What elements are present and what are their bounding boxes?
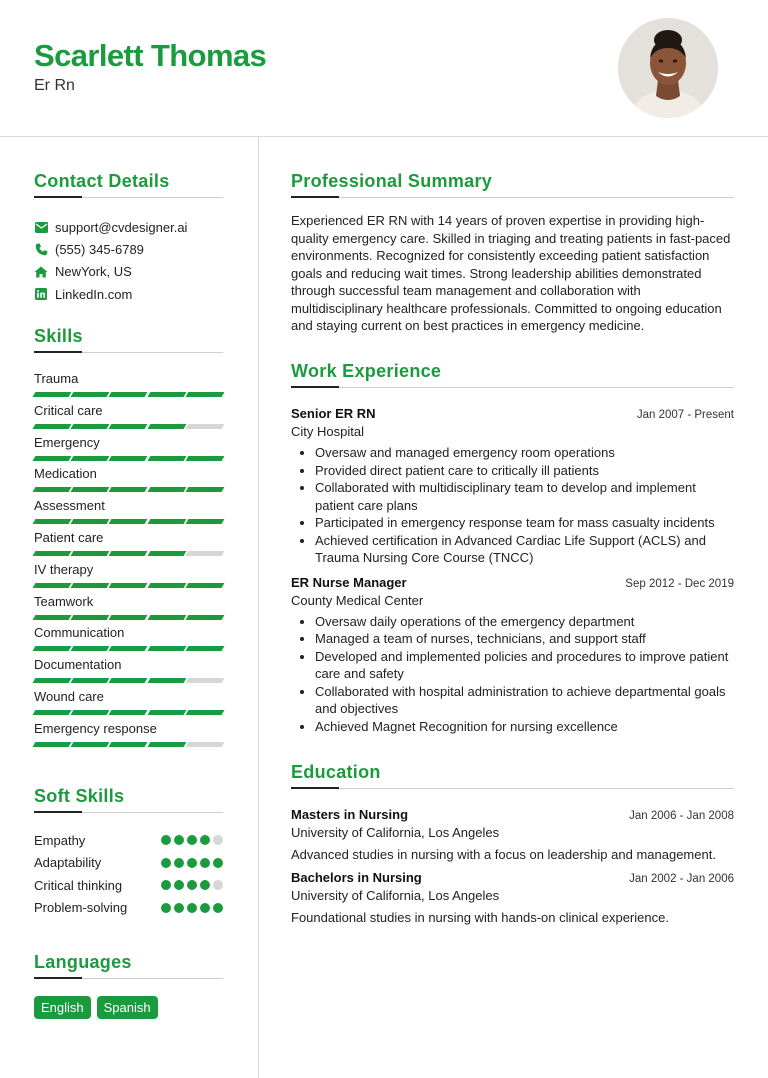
section-rule: [34, 978, 223, 979]
skill-level-segment: [33, 583, 72, 588]
skill-level-segment: [147, 646, 186, 651]
rating-dot: [187, 903, 197, 913]
rating-dot: [187, 880, 197, 890]
rating-dot: [161, 903, 171, 913]
rating-dot: [161, 858, 171, 868]
job-header: [291, 575, 734, 590]
experience-section: [291, 361, 734, 735]
skill-level-segment: [33, 742, 72, 747]
skill-level-segment: [71, 456, 110, 461]
skill-level-segment: [147, 424, 186, 429]
skill-label: Documentation: [34, 657, 122, 673]
rating-dot: [200, 858, 210, 868]
soft-skill-item: [34, 874, 223, 897]
skill-level-segment: [185, 392, 224, 397]
language-badge: Spanish: [97, 996, 158, 1019]
job-bullets: [291, 444, 734, 567]
contact-section: [34, 171, 223, 305]
skill-level-bar: [34, 424, 223, 429]
skill-item: [34, 530, 223, 562]
job-bullet: • Achieved certification in Advanced Cardiac Life Support (ACLS) and Trauma Nursing Core Course (TNCC): [315, 532, 734, 567]
education-heading: Education: [291, 762, 381, 782]
skill-level-segment: [33, 615, 72, 620]
jobs-list: [291, 406, 734, 735]
rating-dot: [213, 903, 223, 913]
skill-level-segment: [71, 742, 110, 747]
education-header: [291, 870, 734, 885]
skill-label: Emergency: [34, 434, 100, 450]
soft-skill-rating: [161, 880, 223, 890]
school-name: University of California, Los Angeles: [291, 888, 500, 903]
skill-level-segment: [147, 615, 186, 620]
soft-skill-label: Critical thinking: [34, 877, 123, 893]
degree-title: Bachelors in Nursing: [291, 870, 422, 885]
job-bullet: • Managed a team of nurses, technicians, and support staff: [315, 630, 734, 648]
skill-level-segment: [147, 710, 186, 715]
column-divider: [258, 137, 259, 1078]
education-entry: [291, 870, 734, 925]
education-header: [291, 807, 734, 822]
education-date: Jan 2002 - Jan 2006: [629, 873, 734, 885]
skill-level-segment: [185, 742, 224, 747]
soft-skill-rating: [161, 903, 223, 913]
skill-level-bar: [34, 646, 223, 651]
skill-label: IV therapy: [34, 561, 94, 577]
skill-level-bar: [34, 551, 223, 556]
skill-level-segment: [71, 615, 110, 620]
skill-level-segment: [109, 519, 148, 524]
rating-dot: [200, 835, 210, 845]
skill-level-bar: [34, 678, 223, 683]
skill-item: [34, 371, 223, 403]
job-bullet: • Provided direct patient care to critically ill patients: [315, 462, 734, 480]
contact-text: LinkedIn.com: [55, 286, 133, 302]
skills-heading: Skills: [34, 326, 83, 346]
skill-level-segment: [109, 646, 148, 651]
skill-label: Trauma: [34, 371, 79, 386]
soft-skills-list: [34, 829, 223, 919]
skill-level-segment: [33, 487, 72, 492]
skill-level-segment: [109, 551, 148, 556]
rating-dot: [174, 903, 184, 913]
soft-skill-rating: [161, 835, 223, 845]
candidate-title: Er Rn: [34, 77, 75, 94]
soft-skill-item: [34, 852, 223, 875]
summary-section: [291, 171, 734, 335]
soft-skill-item: [34, 829, 223, 852]
contact-text: (555) 345-6789: [55, 241, 144, 257]
education-section: [291, 762, 734, 925]
skill-level-bar: [34, 456, 223, 461]
contact-text: support@cvdesigner.ai: [55, 219, 188, 235]
skill-level-bar: [34, 710, 223, 715]
soft-skill-item: [34, 897, 223, 920]
skill-label: Critical care: [34, 402, 103, 418]
rating-dot: [174, 880, 184, 890]
soft-skill-rating: [161, 858, 223, 868]
skill-level-segment: [109, 583, 148, 588]
skill-level-segment: [147, 487, 186, 492]
skill-level-segment: [109, 678, 148, 683]
skill-level-segment: [185, 456, 224, 461]
skill-level-segment: [71, 710, 110, 715]
skill-level-segment: [109, 615, 148, 620]
job-bullet: • Achieved Magnet Recognition for nursing excellence: [315, 718, 734, 736]
skill-label: Assessment: [34, 498, 105, 514]
skill-level-segment: [185, 615, 224, 620]
soft-skill-label: Empathy: [34, 832, 86, 848]
skill-level-segment: [185, 583, 224, 588]
envelope-icon: [34, 220, 48, 234]
skill-level-bar: [34, 615, 223, 620]
skills-list: [34, 371, 223, 753]
skill-item: [34, 403, 223, 435]
skill-level-segment: [33, 456, 72, 461]
rating-dot: [213, 835, 223, 845]
section-rule: [291, 387, 734, 388]
skill-level-segment: [109, 710, 148, 715]
skill-item: [34, 657, 223, 689]
job-bullet: • Developed and implemented policies and procedures to improve patient care and safety: [315, 648, 734, 683]
rating-dot: [213, 880, 223, 890]
skill-level-bar: [34, 583, 223, 588]
skill-level-segment: [185, 710, 224, 715]
skill-level-segment: [185, 487, 224, 492]
skill-item: [34, 594, 223, 626]
skill-label: Teamwork: [34, 593, 94, 609]
skill-label: Patient care: [34, 529, 104, 545]
skill-item: [34, 498, 223, 530]
soft-skills-heading: Soft Skills: [34, 786, 125, 806]
education-description: Advanced studies in nursing with a focus on leadership and management.: [291, 847, 716, 862]
skill-level-segment: [185, 646, 224, 651]
job-header: [291, 406, 734, 421]
contact-item[interactable]: [34, 216, 223, 238]
skill-level-segment: [71, 392, 110, 397]
phone-icon: [34, 242, 48, 256]
skill-item: [34, 721, 223, 753]
rating-dot: [200, 880, 210, 890]
school-name: University of California, Los Angeles: [291, 825, 500, 840]
job-title: Senior ER RN: [291, 406, 376, 421]
languages-section: [34, 952, 223, 1019]
job-date: Jan 2007 - Present: [636, 409, 734, 421]
profile-photo: [618, 18, 718, 118]
skill-label: Wound care: [34, 688, 104, 704]
skill-level-segment: [147, 519, 186, 524]
skill-level-segment: [185, 678, 224, 683]
skill-level-segment: [71, 646, 110, 651]
skill-level-segment: [71, 583, 110, 588]
summary-heading: Professional Summary: [291, 171, 493, 191]
skill-level-segment: [33, 392, 72, 397]
education-description: Foundational studies in nursing with hands-on clinical experience.: [291, 910, 669, 925]
language-badge: English: [34, 996, 91, 1019]
skill-level-segment: [147, 392, 186, 397]
resume-header: [0, 0, 768, 137]
section-rule: [34, 352, 223, 353]
skill-item: [34, 562, 223, 594]
skill-item: [34, 466, 223, 498]
job-entry: [291, 406, 734, 567]
skill-level-segment: [33, 551, 72, 556]
skill-level-segment: [71, 519, 110, 524]
skill-level-segment: [147, 456, 186, 461]
job-date: Sep 2012 - Dec 2019: [625, 577, 734, 590]
job-bullets: [291, 613, 734, 736]
job-entry: [291, 575, 734, 736]
skill-level-bar: [34, 742, 223, 747]
home-icon: [34, 265, 48, 279]
skill-level-segment: [33, 710, 72, 715]
languages-list: [34, 996, 223, 1019]
skill-level-segment: [109, 742, 148, 747]
section-rule: [291, 788, 734, 789]
skill-item: [34, 625, 223, 657]
rating-dot: [161, 880, 171, 890]
skill-level-segment: [109, 487, 148, 492]
rating-dot: [174, 835, 184, 845]
skill-level-segment: [33, 646, 72, 651]
degree-title: Masters in Nursing: [291, 807, 409, 822]
skill-level-segment: [33, 678, 72, 683]
summary-text: Experienced ER RN with 14 years of proven expertise in providing high-quality emergency care. Skilled in triaging and treating patients in fast-paced environments. Recognized for consistently exceeding patient satisfaction goals and reducing wait times. Strong leadership abilities demonstrated through successful team management and collaboration with multidisciplinary healthcare professionals. Committed to ongoing education and staying current on best practices in emergency medicine.: [291, 213, 731, 333]
soft-skill-label: Adaptability: [34, 855, 102, 871]
skill-level-bar: [34, 519, 223, 524]
skill-item: [34, 689, 223, 721]
skill-label: Medication: [34, 466, 97, 482]
skill-level-segment: [71, 487, 110, 492]
job-bullet: • Participated in emergency response team for mass casualty incidents: [315, 514, 734, 532]
skill-level-segment: [185, 519, 224, 524]
job-organization: City Hospital: [291, 424, 364, 439]
skill-level-segment: [185, 424, 224, 429]
education-entry: [291, 807, 734, 862]
skill-item: [34, 435, 223, 467]
contact-text: NewYork, US: [55, 264, 132, 280]
skill-label: Communication: [34, 625, 125, 641]
soft-skill-label: Problem-solving: [34, 900, 128, 916]
contact-item[interactable]: [34, 238, 223, 260]
section-rule: [291, 197, 734, 198]
skill-level-segment: [147, 583, 186, 588]
skill-level-segment: [33, 424, 72, 429]
section-rule: [34, 197, 223, 198]
contact-item[interactable]: [34, 283, 223, 305]
rating-dot: [187, 835, 197, 845]
job-organization: County Medical Center: [291, 592, 424, 608]
languages-heading: Languages: [34, 952, 132, 972]
experience-heading: Work Experience: [291, 361, 442, 381]
contact-item[interactable]: [34, 261, 223, 283]
skill-level-segment: [185, 551, 224, 556]
education-date: Jan 2006 - Jan 2008: [629, 810, 734, 822]
section-rule: [34, 812, 223, 813]
skill-level-segment: [109, 424, 148, 429]
skill-level-segment: [147, 742, 186, 747]
skill-level-segment: [71, 678, 110, 683]
job-bullet: • Collaborated with hospital administration to achieve departmental goals and objectives: [315, 683, 734, 718]
skill-level-segment: [147, 678, 186, 683]
rating-dot: [187, 858, 197, 868]
rating-dot: [213, 858, 223, 868]
soft-skills-section: [34, 786, 223, 919]
skill-level-bar: [34, 487, 223, 492]
job-bullet: • Oversaw and managed emergency room operations: [315, 444, 734, 462]
skill-label: Emergency response: [34, 720, 157, 736]
rating-dot: [174, 858, 184, 868]
education-list: [291, 807, 734, 925]
linkedin-icon: [34, 287, 48, 301]
skill-level-bar: [34, 392, 223, 397]
job-bullet: • Collaborated with multidisciplinary team to develop and implement patient care plans: [315, 479, 734, 514]
skill-level-segment: [109, 392, 148, 397]
skill-level-segment: [71, 551, 110, 556]
skill-level-segment: [33, 519, 72, 524]
contact-list: [34, 216, 223, 305]
skill-level-segment: [71, 424, 110, 429]
contact-heading: Contact Details: [34, 171, 170, 191]
rating-dot: [200, 903, 210, 913]
candidate-name: Scarlett Thomas: [34, 38, 267, 73]
skill-level-segment: [109, 456, 148, 461]
skills-section: [34, 326, 223, 753]
job-bullet: • Oversaw daily operations of the emergency department: [315, 613, 734, 631]
job-title: ER Nurse Manager: [291, 574, 407, 590]
skill-level-segment: [147, 551, 186, 556]
rating-dot: [161, 835, 171, 845]
